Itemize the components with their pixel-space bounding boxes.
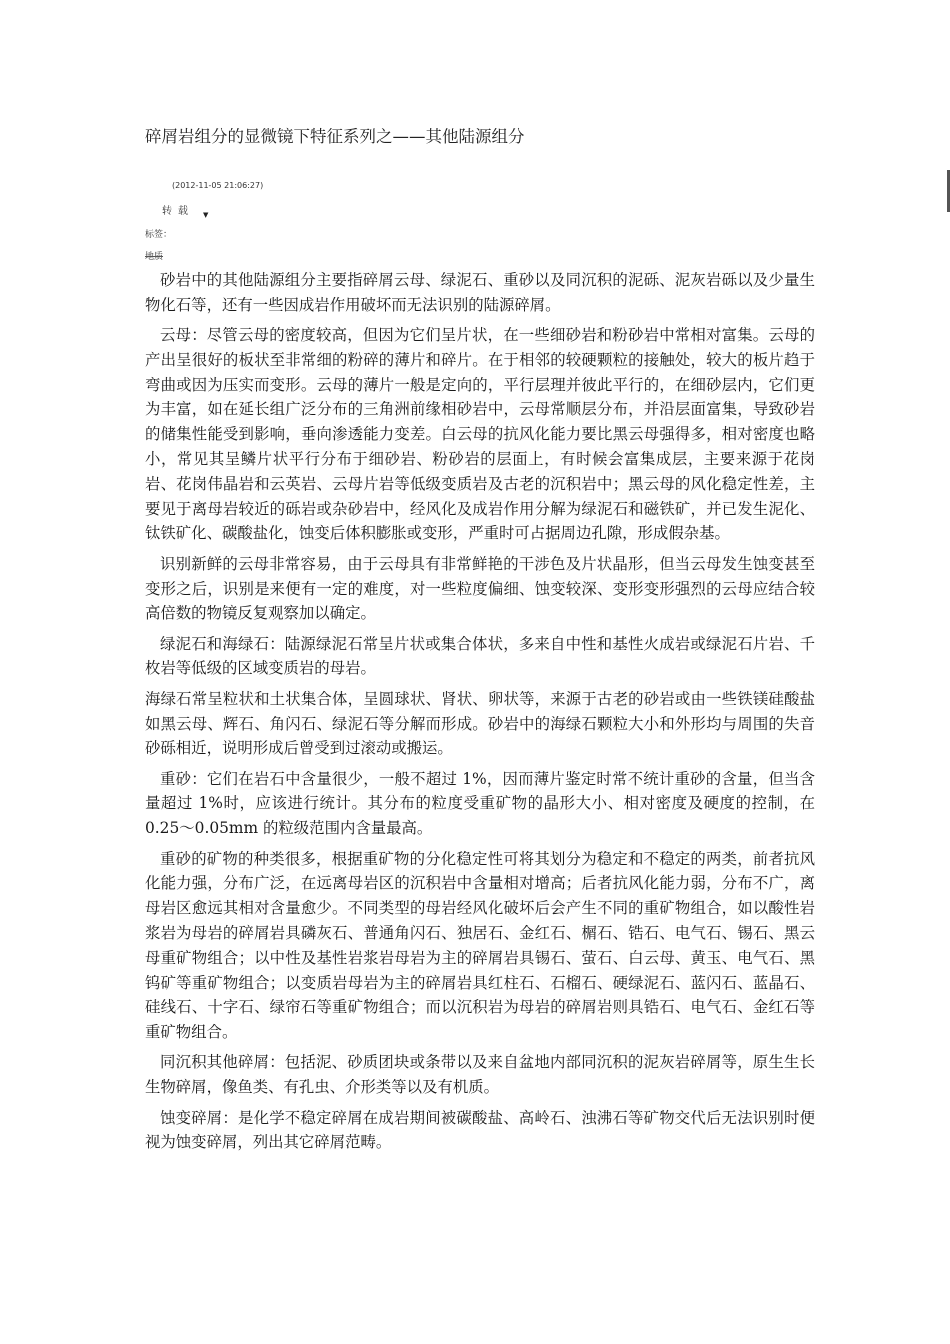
tag-link-geology[interactable]: 地质: [145, 252, 164, 262]
paragraph: 绿泥石和海绿石：陆源绿泥石常呈片状或集合体状，多来自中性和基性火成岩或绿泥石片岩、千枚岩等低级的区域变质岩的母岩。: [145, 634, 815, 678]
paragraph: 海绿石常呈粒状和土状集合体，呈圆球状、肾状、卵状等，来源于古老的砂岩或由一些铁镁硅酸盐如黑云母、辉石、角闪石、绿泥石等分解而形成。砂岩中的海绿石颗粒大小和外形均与周围的失音砂砾相近，说明形成后曾受到过滚动或搬运。: [145, 689, 815, 758]
repost-label[interactable]: 转载: [162, 206, 194, 217]
tags-label: 标签：: [145, 230, 173, 240]
paragraph: 同沉积其他碎屑：包括泥、砂质团块或条带以及来自盆地内部同沉积的泥灰岩碎屑等，原生生长生物碎屑，像鱼类、有孔虫、介形类等以及有机质。: [145, 1053, 815, 1097]
post-timestamp: (2012-11-05 21:06:27): [172, 181, 264, 190]
paragraph: 识别新鲜的云母非常容易，由于云母具有非常鲜艳的干涉色及片状晶形，但当云母发生蚀变甚至变形之后，识别是来便有一定的难度，对一些粒度偏细、蚀变较深、变形变形强烈的云母应结合较高倍数的物镜反复观察加以确定。: [145, 554, 815, 623]
paragraph: 重砂：它们在岩石中含量很少，一般不超过 1%，因而薄片鉴定时常不统计重砂的含量，但当含量超过 1%时，应该进行统计。其分布的粒度受重矿物的晶形大小、相对密度及硬度的控制，在 0.25～0.05mm 的粒级范围内含量最高。: [145, 769, 815, 838]
paragraph: 砂岩中的其他陆源组分主要指碎屑云母、绿泥石、重砂以及同沉积的泥砾、泥灰岩砾以及少量生物化石等，还有一些因成岩作用破坏而无法识别的陆源碎屑。: [145, 271, 815, 314]
article-body: [145, 268, 815, 1161]
article-title: 碎屑岩组分的显微镜下特征系列之——其他陆源组分: [145, 127, 525, 146]
paragraph: 蚀变碎屑：是化学不稳定碎屑在成岩期间被碳酸盐、高岭石、浊沸石等矿物交代后无法识别时便视为蚀变碎屑，列出其它碎屑范畴。: [145, 1108, 815, 1152]
paragraph: 重砂的矿物的种类很多，根据重矿物的分化稳定性可将其划分为稳定和不稳定的两类，前者抗风化能力强，分布广泛，在远离母岩区的沉积岩中含量相对增高；后者抗风化能力弱，分布不广，离母岩区愈远其相对含量愈少。不同类型的母岩经风化破坏后会产生不同的重矿物组合，如以酸性岩浆岩为母岩的碎屑岩具磷灰石、普通角闪石、独居石、金红石、榍石、锆石、电气石、锡石、黑云母重矿物组合；以中性及基性岩浆岩母岩为主的碎屑岩具锡石、萤石、白云母、黄玉、电气石、黑钨矿等重矿物组合；以变质岩母岩为主的碎屑岩具红柱石、石榴石、硬绿泥石、蓝闪石、蓝晶石、硅线石、十字石、绿帘石等重矿物组合；而以沉积岩为母岩的碎屑岩则具锆石、电气石、金红石等重矿物组合。: [145, 849, 815, 1042]
chevron-down-icon[interactable]: ▼: [203, 211, 209, 219]
paragraph: 云母：尽管云母的密度较高，但因为它们呈片状，在一些细砂岩和粉砂岩中常相对富集。云母的产出呈很好的板状至非常细的粉碎的薄片和碎片。在于相邻的较硬颗粒的接触处，较大的板片趋于弯曲或因为压实而变形。云母的薄片一般是定向的，平行层理并彼此平行的，在细砂层内，它们更为丰富，如在延长组广泛分布的三角洲前缘相砂岩中，云母常顺层分布，并沿层面富集，导致砂岩的储集性能受到影响，垂向渗透能力变差。白云母的抗风化能力要比黑云母强得多，相对密度也略小，常见其呈鳞片状平行分布于细砂岩、粉砂岩的层面上，有时候会富集成层，主要来源于花岗岩、花岗伟晶岩和云英岩、云母片岩等低级变质岩及古老的沉积岩中；黑云母的风化稳定性差，主要见于离母岩较近的砾岩或杂砂岩中，经风化及成岩作用分解为绿泥石和磁铁矿，并已发生泥化、钛铁矿化、碳酸盐化，蚀变后体积膨胀或变形，严重时可占据周边孔隙，形成假杂基。: [145, 326, 815, 543]
